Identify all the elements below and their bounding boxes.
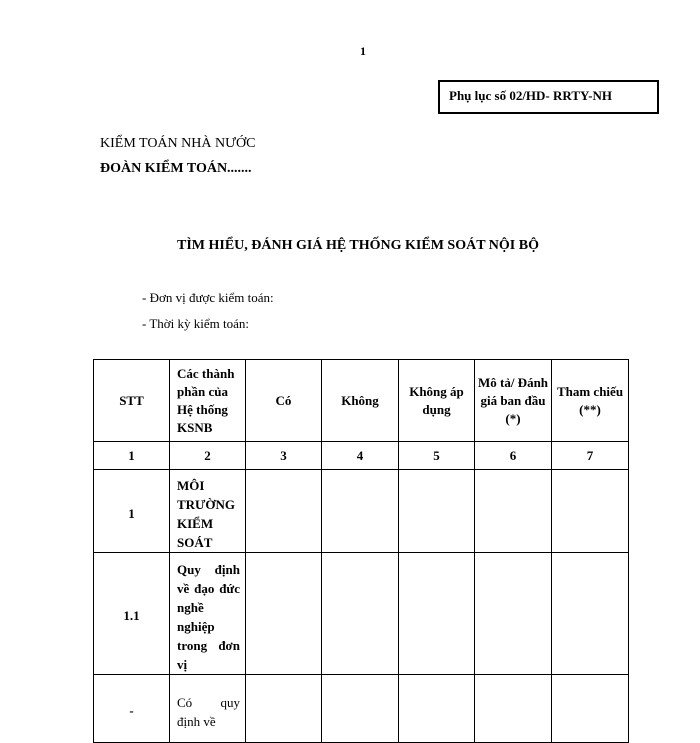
header-yes: Có <box>246 360 322 442</box>
page-number: 1 <box>360 44 366 58</box>
appendix-label-box: Phụ lục số 02/HD- RRTY-NH <box>438 80 659 114</box>
header-no: Không <box>322 360 399 442</box>
table-row <box>94 470 629 553</box>
header-components: Các thành phần của Hệ thống KSNB <box>170 360 246 442</box>
row-content: Quy định về đạo đức nghề nghiệp trong đơn vị <box>170 553 246 675</box>
header-stt: STT <box>94 360 170 442</box>
empty-cell <box>475 675 552 743</box>
column-number-row <box>94 442 629 470</box>
column-number: 6 <box>475 442 552 470</box>
empty-cell <box>399 470 475 553</box>
empty-cell <box>552 470 629 553</box>
empty-cell <box>399 675 475 743</box>
empty-cell <box>475 553 552 675</box>
header-reference: Tham chiếu (**) <box>552 360 629 442</box>
row-stt: - <box>94 675 170 743</box>
empty-cell <box>322 553 399 675</box>
empty-cell <box>246 470 322 553</box>
empty-cell <box>552 553 629 675</box>
table-header-row <box>94 360 629 442</box>
column-number: 5 <box>399 442 475 470</box>
empty-cell <box>475 470 552 553</box>
column-number: 1 <box>94 442 170 470</box>
empty-cell <box>246 675 322 743</box>
column-number: 4 <box>322 442 399 470</box>
column-number: 2 <box>170 442 246 470</box>
column-number: 7 <box>552 442 629 470</box>
audit-period-field: - Thời kỳ kiểm toán: <box>142 316 250 331</box>
row-stt: 1 <box>94 470 170 553</box>
column-number: 3 <box>246 442 322 470</box>
empty-cell <box>552 675 629 743</box>
row-stt: 1.1 <box>94 553 170 675</box>
audit-team-name: ĐOÀN KIỂM TOÁN....... <box>100 161 252 176</box>
header-description: Mô tả/ Đánh giá ban đầu (*) <box>475 360 552 442</box>
row-content: Có quy định về <box>170 675 246 743</box>
document-title: TÌM HIỂU, ĐÁNH GIÁ HỆ THỐNG KIỂM SOÁT NỘI BỘ <box>177 238 539 253</box>
organization-name: KIỂM TOÁN NHÀ NƯỚC <box>100 136 256 151</box>
empty-cell <box>246 553 322 675</box>
empty-cell <box>322 675 399 743</box>
audited-unit-field: - Đơn vị được kiểm toán: <box>142 290 274 305</box>
row-content: MÔI TRƯỜNG KIỂM SOÁT <box>170 470 246 553</box>
table-row <box>94 675 629 743</box>
empty-cell <box>399 553 475 675</box>
internal-control-table <box>93 359 629 743</box>
empty-cell <box>322 470 399 553</box>
header-not-applicable: Không áp dụng <box>399 360 475 442</box>
table-row <box>94 553 629 675</box>
